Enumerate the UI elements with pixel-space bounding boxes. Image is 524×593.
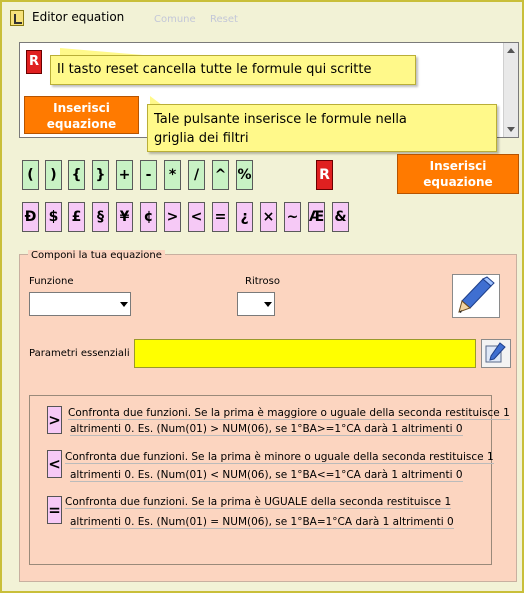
reset-button[interactable]: R — [316, 160, 333, 190]
key-times[interactable]: × — [260, 202, 277, 232]
key-divide[interactable]: / — [188, 160, 205, 190]
ritroso-select[interactable] — [237, 292, 275, 316]
ghost-menu-comune: Comune — [154, 14, 196, 25]
key-percent[interactable]: % — [236, 160, 253, 190]
key-section[interactable]: § — [92, 202, 109, 232]
key-inverted-question[interactable]: ¿ — [236, 202, 253, 232]
title-bar — [2, 2, 522, 32]
key-cent[interactable]: ¢ — [140, 202, 157, 232]
tooltip-insert — [147, 104, 497, 152]
key-greater[interactable]: > — [164, 202, 181, 232]
insert-equation-label-2: Inserisci equazione — [423, 159, 493, 189]
parametri-input[interactable] — [134, 339, 476, 368]
key-power[interactable]: ^ — [212, 160, 229, 190]
key-plus[interactable]: + — [116, 160, 133, 190]
parametri-label: Parametri essenziali — [29, 348, 130, 359]
key-dollar[interactable]: $ — [45, 202, 62, 232]
info-symbol-less: < — [47, 450, 62, 478]
ghost-menu-reset: Reset — [210, 14, 238, 25]
app-icon — [10, 10, 24, 26]
key-multiply[interactable]: * — [164, 160, 181, 190]
insert-equation-label: Inserisci equazione — [46, 101, 117, 131]
compose-legend: Componi la tua equazione — [28, 250, 165, 261]
funzione-label: Funzione — [29, 276, 74, 287]
key-yen[interactable]: ¥ — [116, 202, 133, 232]
key-open-brace[interactable]: { — [68, 160, 85, 190]
info-less-line-1: Confronta due funzioni. Se la prima è minore o uguale della seconda restituisce 1 — [65, 451, 494, 463]
insert-equation-button-2[interactable] — [397, 154, 519, 194]
key-tilde[interactable]: ~ — [284, 202, 301, 232]
tooltip-insert-line-1: Tale pulsante inserisce le formule nella — [154, 112, 407, 127]
insert-equation-button[interactable] — [24, 96, 139, 134]
pencil-button[interactable] — [452, 274, 500, 318]
window-title: Editor equation — [32, 10, 125, 24]
key-close-brace[interactable]: } — [92, 160, 109, 190]
info-less-line-2: altrimenti 0. Es. (Num(01) < NUM(06), se 1°BA<=1°CA darà 1 altrimenti 0 — [70, 469, 463, 481]
key-less[interactable]: < — [188, 202, 205, 232]
info-greater-line-1: Confronta due funzioni. Se la prima è maggiore o uguale della seconda restituisce 1 — [68, 407, 510, 419]
edit-icon — [482, 340, 510, 367]
key-minus[interactable]: - — [140, 160, 157, 190]
key-dstroke[interactable]: Đ — [22, 202, 39, 232]
info-symbol-greater: > — [47, 406, 62, 434]
tooltip-reset — [50, 55, 416, 85]
tooltip-reset-text: Il tasto reset cancella tutte le formule qui scritte — [57, 62, 372, 77]
chevron-down-icon[interactable] — [264, 302, 272, 307]
chevron-down-icon[interactable] — [120, 302, 128, 307]
key-ae[interactable]: Æ — [308, 202, 325, 232]
pencil-icon — [453, 275, 499, 317]
ritroso-label: Ritroso — [245, 276, 280, 287]
funzione-select[interactable] — [29, 292, 131, 316]
key-open-paren[interactable]: ( — [22, 160, 39, 190]
key-ampersand[interactable]: & — [332, 202, 349, 232]
scroll-down-icon[interactable] — [507, 127, 515, 132]
key-close-paren[interactable]: ) — [45, 160, 62, 190]
info-greater-line-2: altrimenti 0. Es. (Num(01) > NUM(06), se 1°BA>=1°CA darà 1 altrimenti 0 — [70, 423, 463, 435]
scroll-up-icon[interactable] — [507, 48, 515, 53]
vertical-scrollbar[interactable] — [503, 43, 518, 137]
reset-button-small[interactable]: R — [26, 50, 42, 74]
edit-params-button[interactable] — [481, 339, 511, 368]
key-equals[interactable]: = — [212, 202, 229, 232]
info-equals-line-1: Confronta due funzioni. Se la prima è UGUALE della seconda restituisce 1 — [65, 496, 452, 508]
key-pound[interactable]: £ — [68, 202, 85, 232]
info-equals-line-2: altrimenti 0. Es. (Num(01) = NUM(06), se 1°BA=1°CA darà 1 altrimenti 0 — [70, 516, 454, 528]
info-symbol-equals: = — [47, 496, 62, 524]
tooltip-insert-line-2: griglia dei filtri — [154, 131, 249, 146]
